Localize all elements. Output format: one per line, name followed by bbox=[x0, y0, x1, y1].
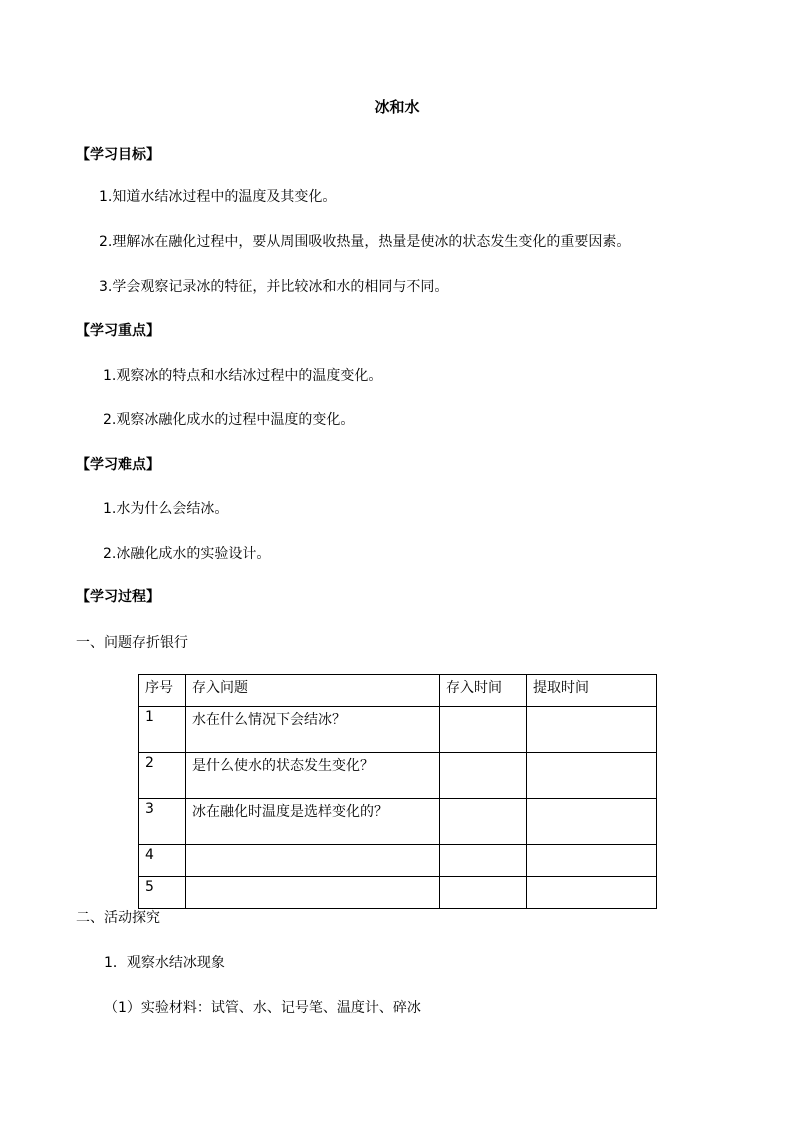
header-index: 序号 bbox=[139, 675, 186, 707]
cell-question[interactable] bbox=[186, 845, 440, 877]
cell-question: 是什么使水的状态发生变化？ bbox=[186, 753, 440, 799]
cell-index: 4 bbox=[139, 845, 186, 877]
table-row bbox=[139, 799, 657, 845]
table-row bbox=[139, 877, 657, 909]
cell-deposit-time[interactable] bbox=[440, 845, 527, 877]
header-withdraw-time: 提取时间 bbox=[527, 675, 657, 707]
cell-index: 3 bbox=[139, 799, 186, 845]
part1-heading: 一、问题存折银行 bbox=[76, 635, 188, 651]
cell-question[interactable] bbox=[186, 877, 440, 909]
section-heading-focus: 【学习重点】 bbox=[76, 323, 160, 339]
goal-item-1: 1.知道水结冰过程中的温度及其变化。 bbox=[99, 189, 337, 205]
cell-withdraw-time[interactable] bbox=[527, 799, 657, 845]
section-heading-goals: 【学习目标】 bbox=[76, 147, 160, 163]
difficulty-item-1: 1.水为什么会结冰。 bbox=[103, 501, 229, 517]
table-header-row bbox=[139, 675, 657, 707]
section-heading-difficulty: 【学习难点】 bbox=[76, 457, 160, 473]
cell-deposit-time[interactable] bbox=[440, 753, 527, 799]
cell-deposit-time[interactable] bbox=[440, 877, 527, 909]
cell-deposit-time[interactable] bbox=[440, 707, 527, 753]
page-title: 冰和水 bbox=[374, 98, 420, 116]
cell-withdraw-time[interactable] bbox=[527, 707, 657, 753]
cell-index: 1 bbox=[139, 707, 186, 753]
cell-deposit-time[interactable] bbox=[440, 799, 527, 845]
cell-withdraw-time[interactable] bbox=[527, 753, 657, 799]
header-deposit-time: 存入时间 bbox=[440, 675, 527, 707]
header-question: 存入问题 bbox=[186, 675, 440, 707]
cell-withdraw-time[interactable] bbox=[527, 877, 657, 909]
part2-heading: 二、活动探究 bbox=[76, 910, 160, 926]
difficulty-item-2: 2.冰融化成水的实验设计。 bbox=[103, 546, 271, 562]
section-heading-process: 【学习过程】 bbox=[76, 589, 160, 605]
materials-line: （1）实验材料：试管、水、记号笔、温度计、碎冰 bbox=[104, 1000, 421, 1016]
part2-subheading: 1．观察水结冰现象 bbox=[104, 955, 225, 971]
goal-item-3: 3.学会观察记录冰的特征，并比较冰和水的相同与不同。 bbox=[99, 279, 449, 295]
cell-index: 5 bbox=[139, 877, 186, 909]
cell-withdraw-time[interactable] bbox=[527, 845, 657, 877]
goal-item-2: 2.理解冰在融化过程中，要从周围吸收热量，热量是使冰的状态发生变化的重要因素。 bbox=[99, 234, 631, 250]
focus-item-2: 2.观察冰融化成水的过程中温度的变化。 bbox=[103, 412, 355, 428]
table-row bbox=[139, 753, 657, 799]
cell-index: 2 bbox=[139, 753, 186, 799]
focus-item-1: 1.观察冰的特点和水结冰过程中的温度变化。 bbox=[103, 368, 383, 384]
question-bank-table bbox=[138, 674, 657, 909]
cell-question: 冰在融化时温度是选样变化的？ bbox=[186, 799, 440, 845]
cell-question: 水在什么情况下会结冰？ bbox=[186, 707, 440, 753]
table-row bbox=[139, 845, 657, 877]
table-row bbox=[139, 707, 657, 753]
